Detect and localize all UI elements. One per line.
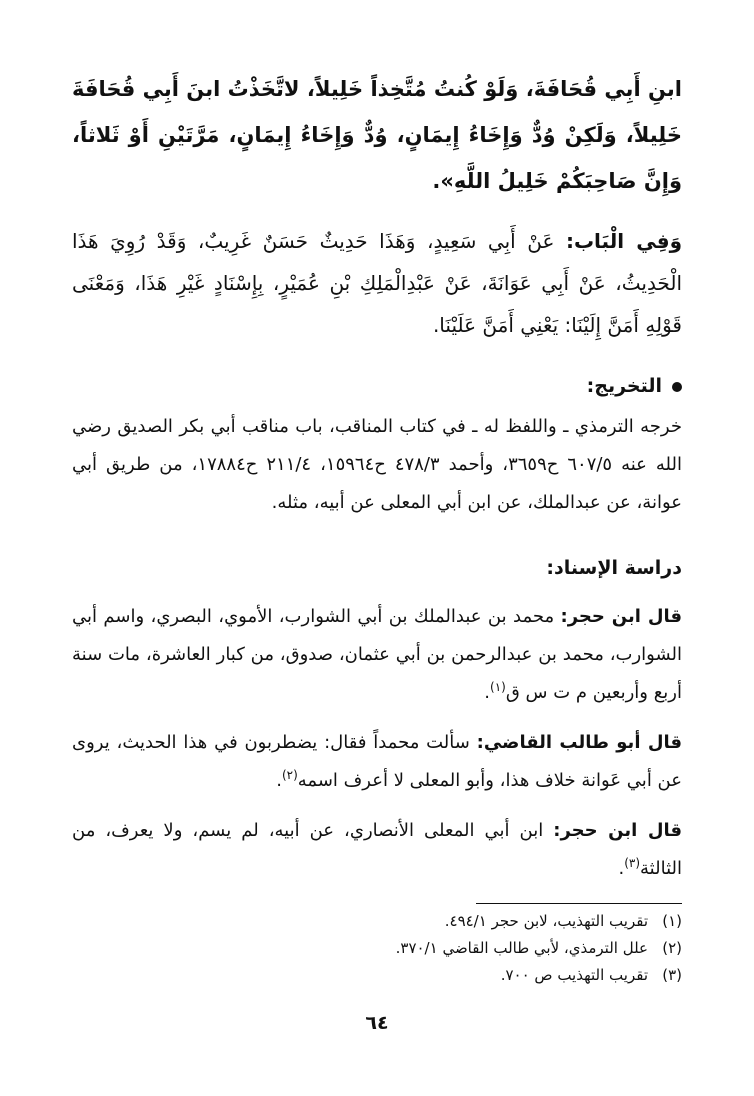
- isnad-text: سألت محمداً فقال: يضطربون في هذا الحديث، يروى عن أبي عَوانة خلاف هذا، وأبو المعلى لا أعرف اسمه: [72, 732, 682, 791]
- page-body: [72, 66, 682, 888]
- isnad-paragraph-3: [72, 812, 682, 888]
- bab-text: عَنْ أَبِي سَعِيدٍ، وَهَذَا حَدِيثٌ حَسَنٌ غَرِيبٌ، وَقَدْ رُوِيَ هَذَا الْحَدِيثُ، عَنْ أَبِي عَوَانَةَ، عَنْ عَبْدِالْمَلِكِ بْنِ عُمَيْرٍ، بِإِسْنَادٍ غَيْرِ هَذَا، وَمَعْنَى قَوْلِهِ أَمَنَّ إِلَيْنَا: يَعْنِي أَمَنَّ عَلَيْنَا.: [72, 229, 682, 337]
- footnote-item: [72, 962, 682, 989]
- isnad-text: محمد بن عبدالملك بن أبي الشوارب، الأموي، البصري، واسم أبي الشوارب، محمد بن عبدالرحمن بن أبي عثمان، صدوق، من كبار العاشرة، مات سنة أربع وأربعين م ت س ق: [72, 606, 682, 703]
- footnote-text: علل الترمذي، لأبي طالب القاضي ٣٧٠/١.: [395, 939, 648, 957]
- footnote-number: (٢): [662, 939, 682, 957]
- hadith-text: ابنِ أَبِي قُحَافَةَ، وَلَوْ كُنتُ مُتَّخِذاً خَلِيلاً، لاتَّخَذْتُ ابنَ أَبِي قُحَافَةَ خَلِيلاً، وَلَكِنْ وُدٌّ وَإِخَاءُ إِيمَانٍ، وُدٌّ وَإِخَاءُ إِيمَانٍ، مَرَّتَيْنِ أَوْ ثَلاثاً، وَإِنَّ صَاحِبَكُمْ خَلِيلُ اللَّهِ».: [72, 77, 682, 193]
- isnad-paragraph-2: [72, 724, 682, 800]
- sentence-end: .: [484, 682, 491, 703]
- isnad-heading: دراسة الإسناد:: [546, 557, 682, 579]
- isnad-paragraph-1: [72, 598, 682, 712]
- footnote-number: (١): [662, 912, 682, 930]
- footnote-text: تقريب التهذيب ص ٧٠٠.: [500, 966, 648, 984]
- isnad-speaker: قال ابن حجر:: [560, 606, 682, 627]
- footnote-ref[interactable]: (١): [490, 680, 506, 694]
- isnad-speaker: قال ابن حجر:: [553, 820, 682, 841]
- bab-paragraph: [72, 220, 682, 346]
- footnote-number: (٣): [662, 966, 682, 984]
- sentence-end: .: [618, 858, 625, 879]
- footnote-divider: [476, 903, 682, 904]
- footnote-ref[interactable]: (٢): [281, 768, 298, 782]
- isnad-text: ابن أبي المعلى الأنصاري، عن أبيه، لم يسم، ولا يعرف، من الثالثة: [72, 820, 682, 879]
- bullet-icon: [672, 382, 682, 392]
- takhrij-heading: [72, 368, 682, 404]
- takhrij-text: خرجه الترمذي ـ واللفظ له ـ في كتاب المناقب، باب مناقب أبي بكر الصديق رضي الله عنه ٦٠٧/٥ ح٣٦٥٩، وأحمد ٤٧٨/٣ ح١٥٩٦٤، ٢١١/٤ ح١٧٨٨٤، من طريق أبي عوانة، عن عبدالملك، عن ابن أبي المعلى عن أبيه، مثله.: [72, 416, 682, 513]
- takhrij-heading-text: التخريج:: [586, 375, 662, 397]
- footnote-item: [72, 908, 682, 935]
- footnote-ref[interactable]: (٣): [624, 856, 641, 870]
- sentence-end: .: [276, 770, 282, 791]
- isnad-speaker: قال أبو طالب القاضي:: [476, 732, 682, 753]
- bab-lead: وَفِي الْبَاب:: [565, 229, 682, 253]
- footnotes: [72, 908, 682, 989]
- footnote-item: [72, 935, 682, 962]
- footnote-text: تقريب التهذيب، لابن حجر ٤٩٤/١.: [444, 912, 648, 930]
- page-number: ٦٤: [365, 1012, 389, 1034]
